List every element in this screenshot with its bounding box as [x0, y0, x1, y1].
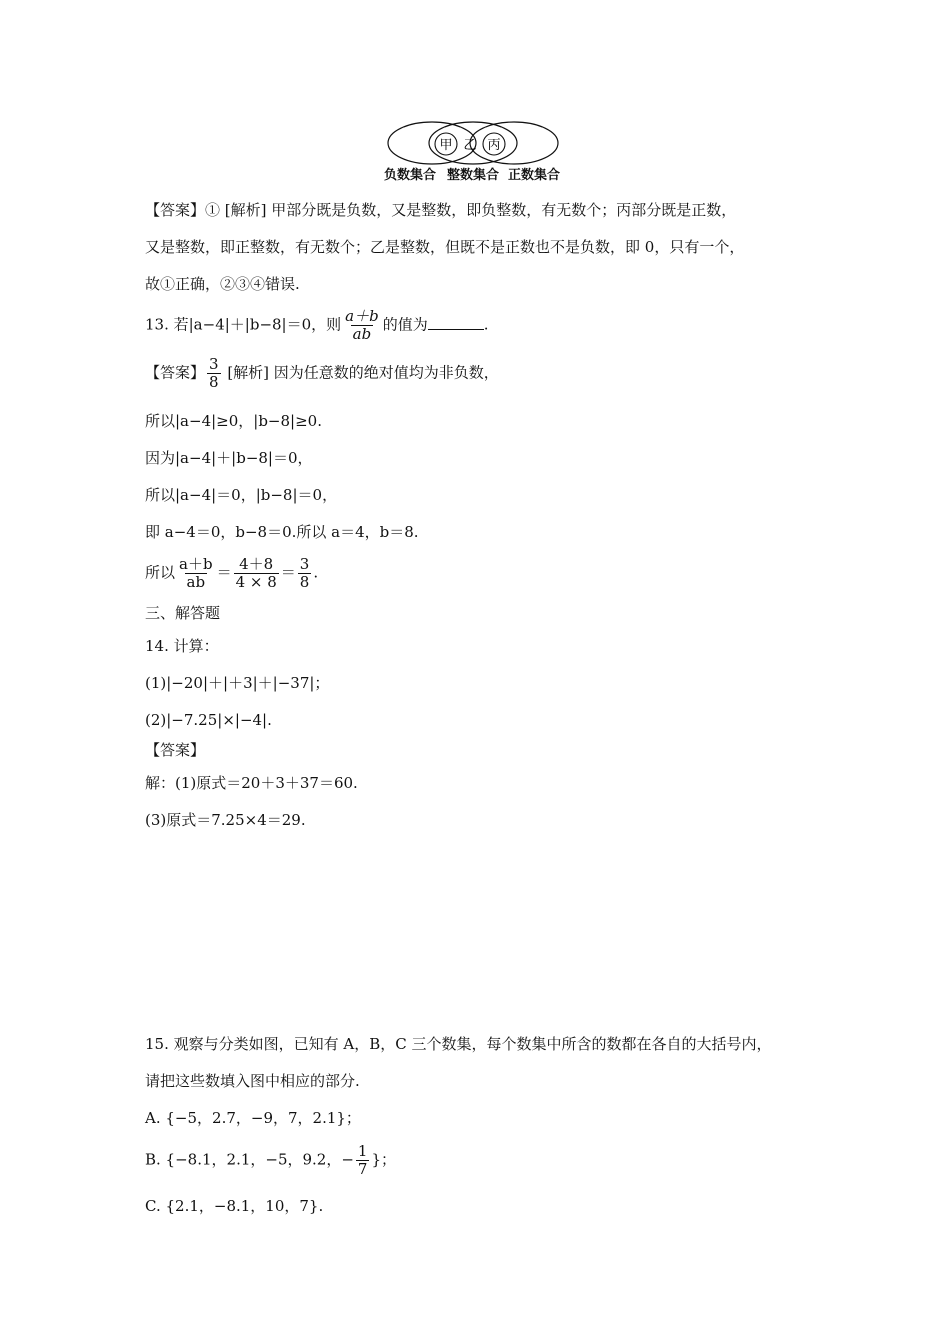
- q13-step4: 即 a−4＝0，b−8＝0.所以 a＝4，b＝8.: [145, 523, 419, 541]
- q13-frac-den: ab: [352, 325, 372, 343]
- q13-final-frac3: [298, 556, 312, 591]
- venn-yi-text: 乙: [463, 138, 477, 153]
- q13-final-f3-num: 3: [299, 555, 310, 573]
- q13-answer-prefix: 【答案】: [145, 363, 206, 382]
- q13-final-frac2: [234, 556, 279, 591]
- q13-end: .: [483, 315, 489, 334]
- q13-answer-analysis: [解析] 因为任意数的绝对值均为非负数，: [222, 363, 499, 382]
- q15-set-a: A. {−5，2.7，−9，7，2.1}；: [145, 1109, 361, 1127]
- q13-final-eq2: ＝: [280, 563, 296, 582]
- q14-part1: (1)|−20|＋|＋3|＋|−37|；: [145, 674, 330, 692]
- q14-solution1: 解：(1)原式＝20＋3＋37＝60.: [145, 774, 358, 792]
- q13-final-end: .: [313, 563, 319, 582]
- section-three-title: 三、解答题: [145, 604, 221, 622]
- q13-final-f3-den: 8: [299, 573, 310, 591]
- q13-final-f2-den: 4 × 8: [235, 573, 277, 591]
- venn-diagram: [380, 118, 570, 168]
- q13-final-f1-den: ab: [186, 573, 206, 591]
- q13-final: [145, 556, 318, 591]
- q15-set-b-frac-num: 1: [357, 1142, 368, 1160]
- q12-answer-line1: 【答案】① [解析] 甲部分既是负数，又是整数，即负整数，有无数个；丙部分既是正数，: [145, 201, 737, 219]
- q15-line1: 15. 观察与分类如图，已知有 A，B，C 三个数集，每个数集中所含的数都在各自的大括号内，: [145, 1035, 772, 1053]
- q12-answer-line3: 故①正确，②③④错误.: [145, 275, 300, 293]
- q13-final-f1-num: a＋b: [179, 555, 213, 573]
- q15-set-b-frac-den: 7: [357, 1160, 368, 1178]
- q15-set-c: C. {2.1，−8.1，10，7}.: [145, 1197, 324, 1215]
- q13-final-f2-num: 4＋8: [239, 555, 274, 573]
- q13-fraction: [343, 308, 381, 343]
- q15-set-b-prefix: B. {−8.1，2.1，−5，9.2，−: [145, 1150, 354, 1169]
- venn-label-positive: 正数集合: [508, 168, 561, 183]
- venn-label-negative: 负数集合: [384, 168, 437, 183]
- venn-jia-text: 甲: [439, 138, 453, 153]
- q14-title: 14. 计算：: [145, 637, 219, 655]
- q14-answer-label: 【答案】: [145, 741, 206, 759]
- q15-line2: 请把这些数填入图中相应的部分.: [145, 1072, 360, 1090]
- q13-answer-frac-den: 8: [209, 373, 219, 391]
- q13-frac-num: a＋b: [345, 307, 379, 325]
- q13-final-eq1: ＝: [216, 563, 232, 582]
- q13-step3: 所以|a−4|＝0，|b−8|＝0，: [145, 486, 338, 504]
- q15-set-b-suffix: }；: [371, 1150, 397, 1169]
- q14-solution2: (3)原式＝7.25×4＝29.: [145, 811, 306, 829]
- q13-question: [145, 308, 489, 343]
- q13-step2: 因为|a−4|＋|b−8|＝0，: [145, 449, 313, 467]
- q15-set-b: [145, 1143, 396, 1178]
- q12-answer-line2: 又是整数，即正整数，有无数个；乙是整数，但既不是正数也不是负数，即 0，只有一个，: [145, 238, 745, 256]
- venn-label-integer: 整数集合: [447, 168, 500, 183]
- q13-answer-header: [145, 356, 499, 391]
- q14-part2: (2)|−7.25|×|−4|.: [145, 711, 272, 729]
- q13-answer-frac-num: 3: [209, 355, 219, 373]
- q13-prefix: 13. 若|a−4|＋|b−8|＝0，则: [145, 315, 342, 334]
- q13-final-prefix: 所以: [145, 563, 176, 582]
- venn-bing-text: 丙: [487, 138, 501, 153]
- q13-final-frac1: [177, 556, 215, 591]
- q13-step1: 所以|a−4|≥0，|b−8|≥0.: [145, 412, 322, 430]
- q15-set-b-fraction: [356, 1143, 370, 1178]
- q13-answer-fraction: [207, 356, 221, 391]
- q13-answer-blank: [428, 315, 484, 330]
- q13-suffix: 的值为: [382, 315, 428, 334]
